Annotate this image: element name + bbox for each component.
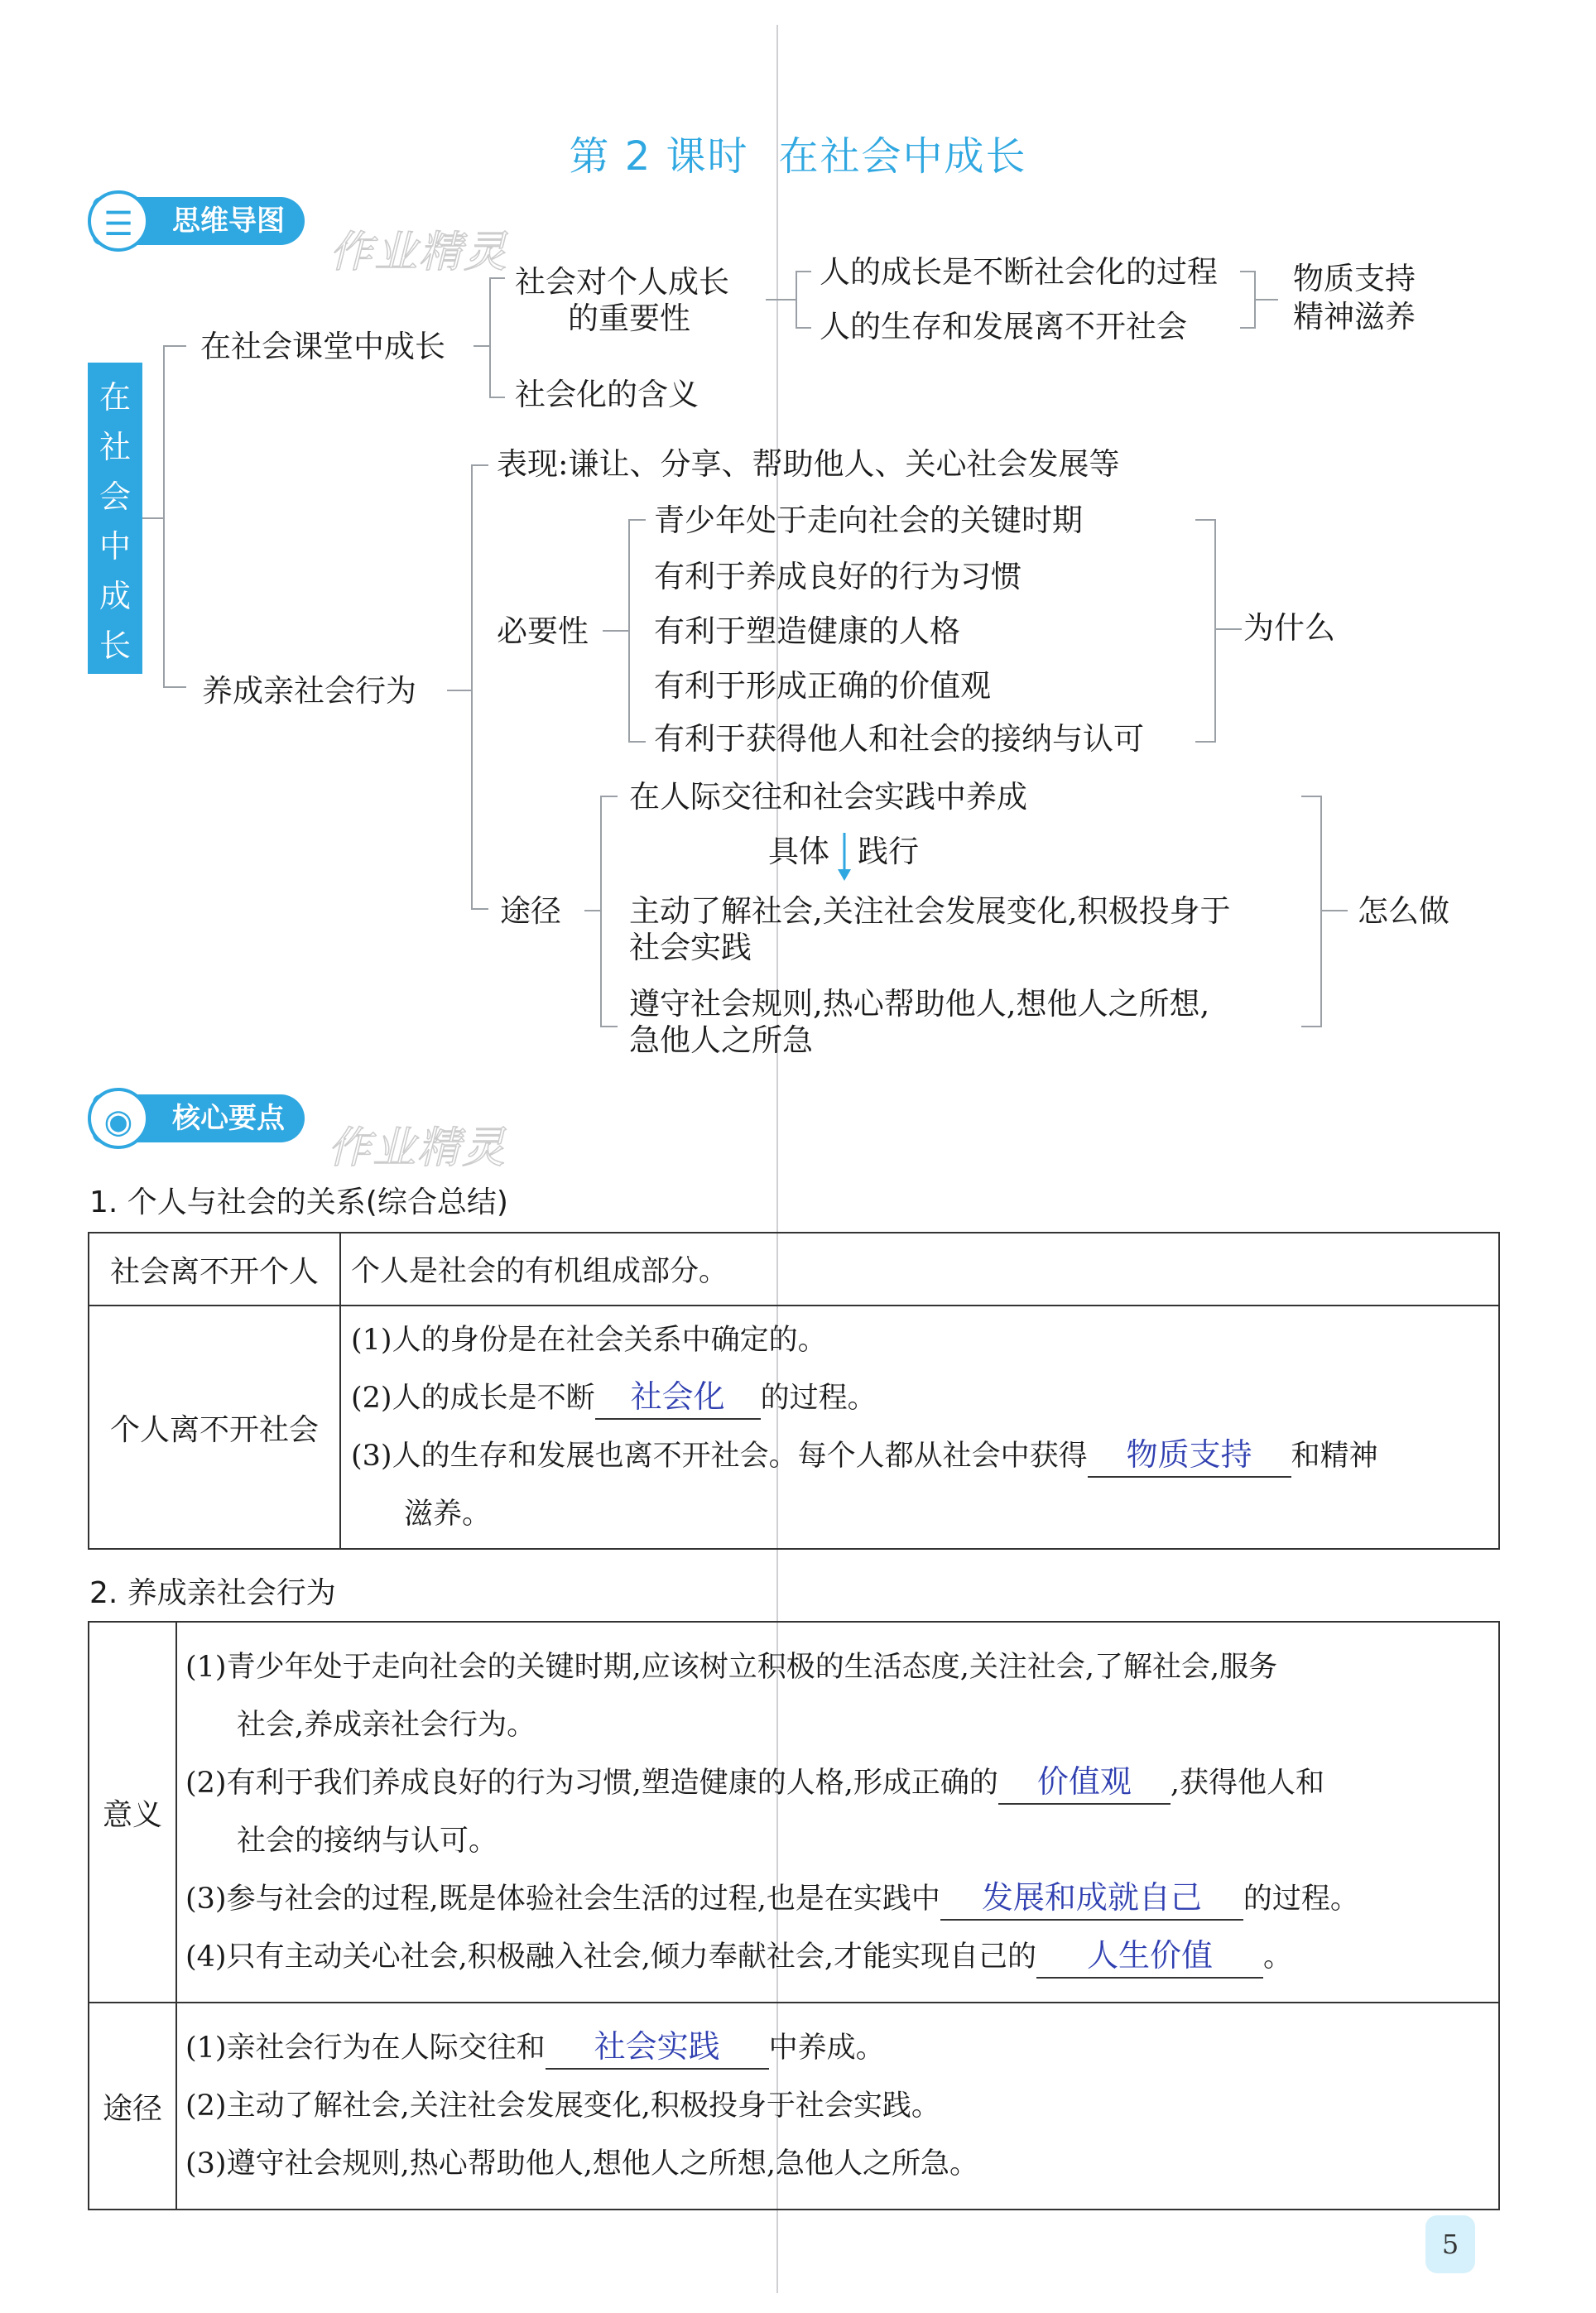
performance-text: 表现:谦让、分享、帮助他人、关心社会发展等	[497, 446, 1120, 482]
l2-post: 的过程。	[760, 1382, 877, 1415]
path-result: 怎么做	[1358, 893, 1449, 929]
child1-item: 人的成长是不断社会化的过程	[820, 254, 1218, 290]
l1-pre: (1)亲社会行为在人际交往和	[185, 2032, 546, 2065]
necessity-item: 有利于获得他人和社会的接纳与认可	[654, 721, 1144, 757]
meaning-line3	[185, 1870, 1498, 1928]
l4-post: 。	[1262, 1940, 1292, 1974]
path-line1	[185, 2019, 1498, 2077]
path-result-bracket	[1301, 796, 1321, 1027]
mindmap-root-char: 成	[99, 577, 131, 614]
table2-meaning-label: 意义	[89, 1622, 176, 2003]
table1	[88, 1232, 1500, 1550]
l2-pre: (2)人的成长是不断	[351, 1382, 595, 1415]
answer-blank: 发展和成就自己	[940, 1876, 1243, 1921]
table1-row2-line2	[351, 1369, 1498, 1427]
mindmap-section-label: 思维导图	[172, 204, 285, 238]
answer-blank: 社会化	[595, 1375, 761, 1420]
necessity-item: 有利于养成良好的行为习惯	[654, 559, 1022, 594]
branch1-bracket	[490, 278, 505, 397]
necessity-item: 青少年处于走向社会的关键时期	[654, 503, 1083, 538]
mindmap-root-char: 长	[99, 627, 131, 664]
child1-result-bracket	[1240, 272, 1255, 328]
table2-heading: 2. 养成亲社会行为	[89, 1576, 336, 1610]
meaning-line1a: (1)青少年处于走向社会的关键时期,应该树立积极的生活态度,关注社会,了解社会,服务	[185, 1651, 1278, 1684]
table2-meaning-content	[176, 1622, 1499, 2003]
lesson-topic: 在社会中成长	[778, 133, 1027, 180]
necessity-label: 必要性	[497, 613, 589, 649]
l3-pre: (3)参与社会的过程,既是体验社会生活的过程,也是在实践中	[185, 1883, 940, 1916]
branch2-bracket	[472, 465, 488, 909]
necessity-result: 为什么	[1243, 610, 1335, 646]
mindmap-root-char: 社	[99, 428, 131, 465]
table1-row2-line4: 滋养。	[404, 1498, 492, 1531]
table-row	[89, 2003, 1499, 2210]
root-bracket	[164, 346, 186, 687]
branch2-label: 养成亲社会行为	[202, 673, 416, 709]
answer-blank: 物质支持	[1088, 1433, 1291, 1478]
table1-row2-content	[340, 1306, 1499, 1549]
watermark: 作业精灵	[329, 228, 509, 277]
path-line3: (3)遵守社会规则,热心帮助他人,想他人之所想,急他人之所急。	[185, 2147, 978, 2181]
child1-line2: 的重要性	[568, 301, 690, 336]
l2-pre: (2)有利于我们养成良好的行为习惯,塑造健康的人格,形成正确的	[185, 1767, 998, 1800]
l4-pre: (4)只有主动关心社会,积极融入社会,倾力奉献社会,才能实现自己的	[185, 1940, 1036, 1974]
child1-item: 人的生存和发展离不开社会	[820, 309, 1187, 344]
necessity-result-bracket	[1195, 520, 1215, 742]
key-points-section-label: 核心要点	[172, 1102, 285, 1135]
child1-result: 物质支持	[1293, 261, 1416, 296]
necessity-bracket	[629, 520, 646, 742]
child1-bracket	[796, 272, 811, 328]
meaning-line2	[185, 1754, 1498, 1812]
table1-row2-label: 个人离不开社会	[89, 1306, 340, 1549]
mindmap-root-char: 在	[99, 378, 131, 416]
path-item1-line1: 主动了解社会,关注社会发展变化,积极投身于	[629, 893, 1231, 929]
path-label: 途径	[500, 893, 561, 929]
l3-pre: (3)人的生存和发展也离不开社会。每个人都从社会中获得	[351, 1440, 1088, 1473]
path-concrete-right: 践行	[858, 834, 919, 869]
path-bracket	[601, 796, 618, 1027]
table-row	[89, 1622, 1499, 2003]
path-item2-line2: 急他人之所急	[629, 1022, 813, 1058]
answer-blank: 价值观	[998, 1760, 1171, 1805]
child2-label: 社会化的含义	[515, 377, 699, 412]
table2-path-label: 途径	[89, 2003, 176, 2210]
down-arrow-head	[838, 869, 851, 881]
lesson-number: 第 2 课时	[569, 133, 749, 180]
l3-post: 和精神	[1291, 1440, 1378, 1473]
path-item1-line2: 社会实践	[629, 930, 752, 965]
branch1-label: 在社会课堂中成长	[200, 329, 445, 364]
meaning-line1b: 社会,养成亲社会行为。	[237, 1709, 536, 1742]
page-number: 5	[1425, 2215, 1475, 2273]
meaning-line4	[185, 1928, 1498, 1986]
mindmap-root-char: 会	[99, 478, 131, 515]
path-top: 在人际交往和社会实践中养成	[629, 779, 1027, 815]
l3-post: 的过程。	[1243, 1883, 1359, 1916]
meaning-line2b: 社会的接纳与认可。	[237, 1825, 498, 1858]
l2-post: ,获得他人和	[1170, 1767, 1324, 1800]
path-item2-line1: 遵守社会规则,热心帮助他人,想他人之所想,	[629, 986, 1210, 1022]
table2-path-content	[176, 2003, 1499, 2210]
broadcast-icon: ◉	[88, 1088, 149, 1149]
table1-heading: 1. 个人与社会的关系(综合总结)	[89, 1185, 508, 1219]
necessity-item: 有利于形成正确的价值观	[654, 668, 991, 704]
table-row	[89, 1233, 1499, 1306]
path-concrete-left: 具体	[768, 834, 829, 869]
mindmap-root-char: 中	[99, 527, 131, 565]
table2	[88, 1621, 1500, 2210]
notebook-icon: ☰	[88, 190, 149, 252]
table1-row1-label: 社会离不开个人	[89, 1233, 340, 1306]
answer-blank: 社会实践	[546, 2025, 769, 2070]
child1-result: 精神滋养	[1293, 299, 1416, 334]
child1-line1: 社会对个人成长	[515, 264, 729, 300]
table1-row2-line3	[351, 1427, 1498, 1485]
table1-row1-text: 个人是社会的有机组成部分。	[340, 1233, 1499, 1306]
l1-post: 中养成。	[768, 2032, 885, 2065]
answer-blank: 人生价值	[1036, 1934, 1263, 1979]
necessity-item: 有利于塑造健康的人格	[654, 613, 960, 649]
table-row	[89, 1306, 1499, 1549]
table1-row2-line1: (1)人的身份是在社会关系中确定的。	[351, 1324, 827, 1357]
watermark: 作业精灵	[328, 1123, 507, 1173]
path-line2: (2)主动了解社会,关注社会发展变化,积极投身于社会实践。	[185, 2089, 940, 2123]
